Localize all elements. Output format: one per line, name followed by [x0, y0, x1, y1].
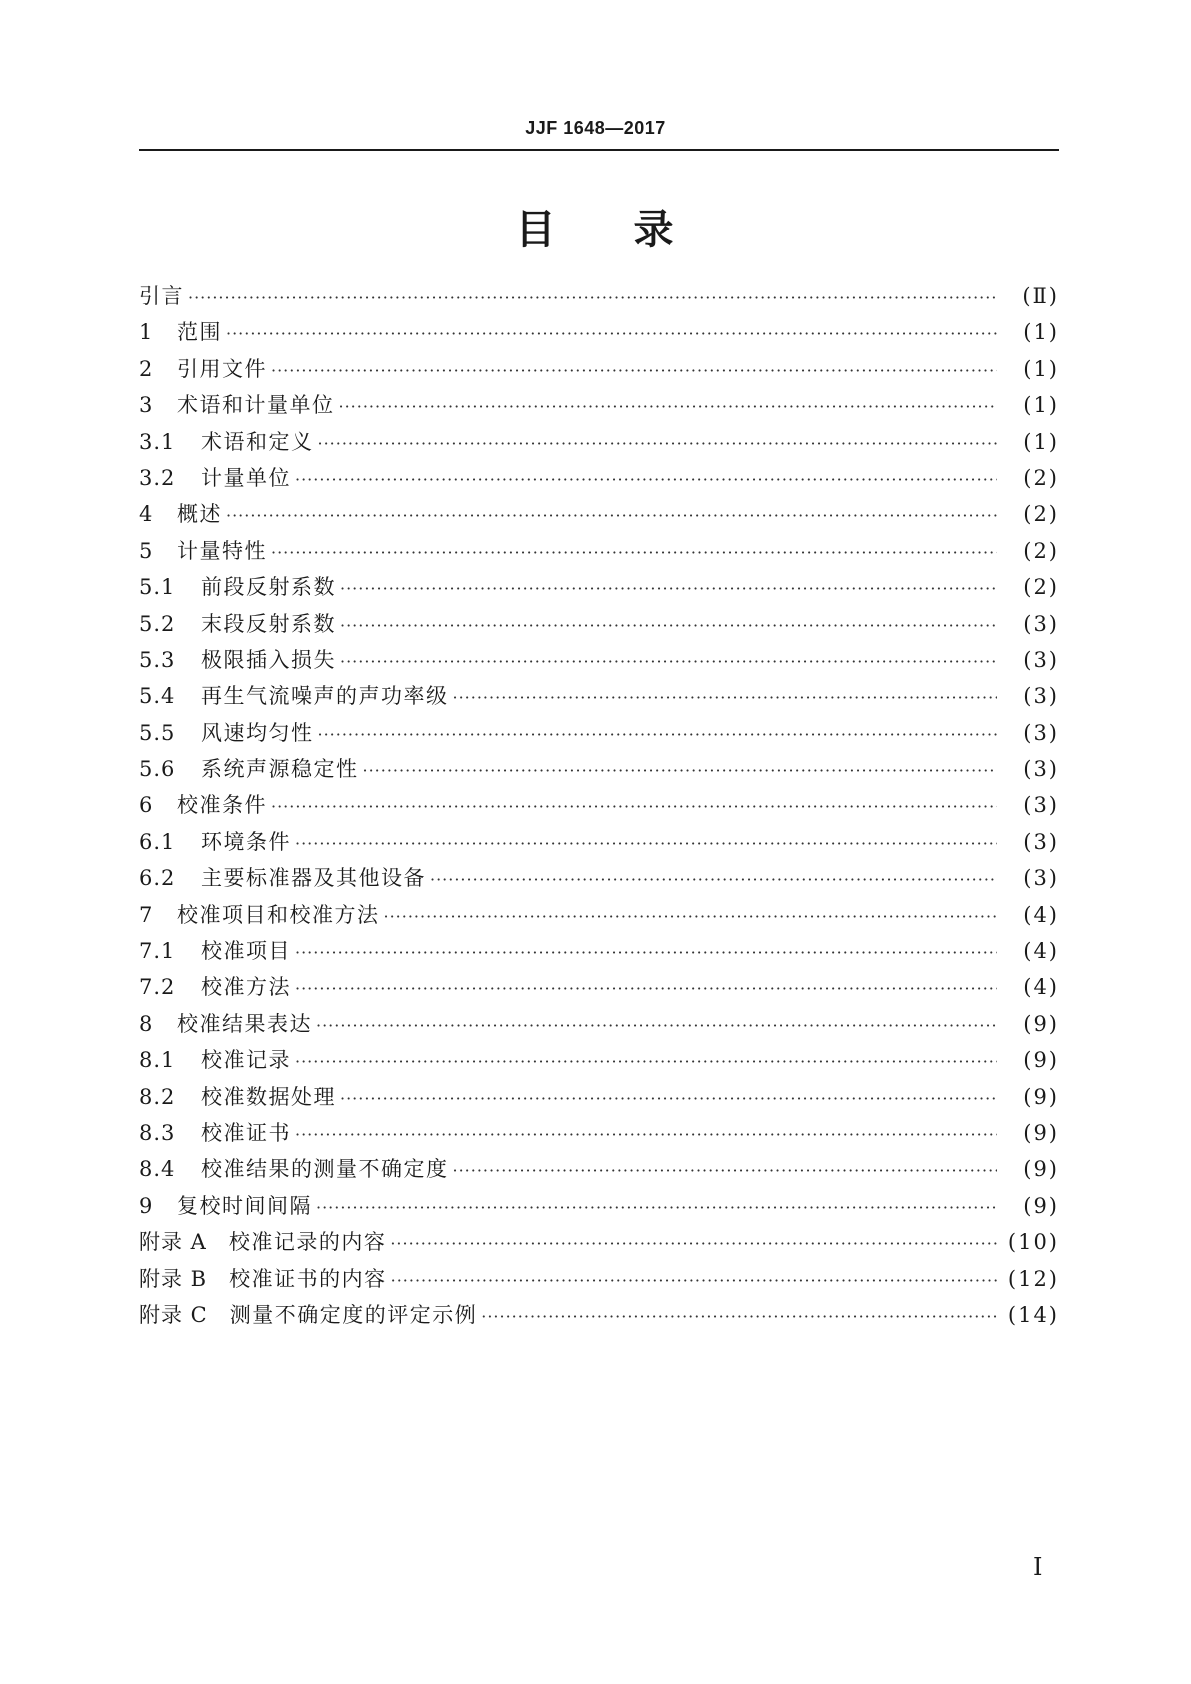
toc-entry-label: 校准结果的测量不确定度	[201, 1157, 449, 1182]
toc-entry[interactable]	[139, 1115, 1059, 1151]
toc-entry-label: 术语和计量单位	[177, 393, 335, 418]
toc-leader-dots	[453, 680, 998, 716]
toc-entry[interactable]	[139, 678, 1059, 714]
toc-entry-label: 引言	[139, 284, 184, 308]
toc-entry-page: (4)	[1023, 902, 1059, 927]
toc-entry-label: 前段反射系数	[201, 575, 336, 600]
toc-entry-page: (9)	[1023, 1048, 1059, 1073]
toc-entry-number: 3.1	[139, 429, 176, 454]
toc-entry-number: 7.1	[139, 939, 176, 964]
toc-entry[interactable]	[139, 606, 1059, 642]
toc-leader-dots	[295, 1117, 997, 1153]
toc-entry-number: 6	[139, 793, 154, 818]
toc-leader-dots	[391, 1263, 997, 1299]
toc-entry-label: 校准项目	[201, 939, 291, 964]
toc-entry-label: 极限插入损失	[201, 647, 336, 672]
toc-entry-label: 术语和定义	[201, 429, 314, 454]
toc-entry-number: 8.1	[139, 1048, 176, 1073]
toc-entry-number: 2	[139, 356, 154, 381]
toc-entry-page: (9)	[1023, 1120, 1059, 1145]
toc-entry-number: 5.3	[139, 647, 176, 672]
toc-entry-page: (2)	[1023, 538, 1059, 563]
toc-entry[interactable]	[139, 569, 1059, 605]
toc-entry-page: (1)	[1023, 320, 1059, 345]
toc-entry[interactable]	[139, 1224, 1059, 1260]
toc-leader-dots	[481, 1299, 997, 1335]
toc-entry[interactable]	[139, 933, 1059, 969]
toc-leader-dots	[340, 644, 997, 680]
toc-leader-dots	[363, 753, 998, 789]
toc-entry-number: 6.2	[139, 866, 176, 891]
toc-leader-dots	[226, 498, 997, 534]
toc-entry-label: 校准结果表达	[177, 1011, 312, 1036]
toc-entry[interactable]	[139, 1006, 1059, 1042]
toc-entry-page: (1)	[1023, 393, 1059, 418]
toc-entry-label: 计量单位	[201, 465, 291, 490]
toc-entry-page: (3)	[1023, 793, 1059, 818]
toc-leader-dots	[295, 935, 997, 971]
toc-entry-label: 校准方法	[201, 975, 291, 1000]
toc-entry-number: 6.1	[139, 829, 176, 854]
header-rule	[139, 149, 1059, 151]
toc-leader-dots	[295, 826, 997, 862]
toc-entry-label: 系统声源稳定性	[201, 757, 359, 782]
toc-entry-label: 校准条件	[177, 793, 267, 818]
toc-entry-number: 1	[139, 320, 154, 345]
toc-entry-number: 5.4	[139, 684, 176, 709]
toc-entry-page: (9)	[1023, 1193, 1059, 1218]
toc-leader-dots	[340, 1081, 997, 1117]
toc-leader-dots	[390, 1226, 997, 1262]
toc-entry-number: 4	[139, 502, 154, 527]
toc-entry[interactable]	[139, 642, 1059, 678]
toc-entry[interactable]	[139, 424, 1059, 460]
toc-leader-dots	[340, 608, 997, 644]
toc-entry-page: (3)	[1023, 757, 1059, 782]
toc-entry-page: (9)	[1023, 1157, 1059, 1182]
toc-entry-page: (3)	[1023, 866, 1059, 891]
toc-entry-number: 5	[139, 538, 154, 563]
toc-entry-number: 3.2	[139, 465, 176, 490]
toc-entry-label: 校准记录	[201, 1048, 291, 1073]
toc-entry-page: (4)	[1023, 975, 1059, 1000]
toc-leader-dots	[295, 462, 997, 498]
toc-entry-page: (3)	[1023, 611, 1059, 636]
toc-entry-number: 8.2	[139, 1084, 176, 1109]
toc-leader-dots	[453, 1153, 998, 1189]
table-of-contents	[139, 278, 1059, 1333]
toc-entry[interactable]	[139, 1188, 1059, 1224]
toc-leader-dots	[384, 899, 998, 935]
toc-entry-number: 3	[139, 393, 154, 418]
toc-entry-label: 校准项目和校准方法	[177, 902, 380, 927]
toc-entry[interactable]	[139, 860, 1059, 896]
toc-entry-number: 7.2	[139, 975, 176, 1000]
toc-entry-number: 5.1	[139, 575, 176, 600]
toc-entry-number: 5.6	[139, 757, 176, 782]
toc-entry[interactable]	[139, 1261, 1059, 1297]
toc-entry-page: (12)	[1007, 1266, 1059, 1291]
toc-entry-number: 5.2	[139, 611, 176, 636]
toc-entry-label: 校准记录的内容	[228, 1230, 387, 1255]
toc-leader-dots	[316, 1190, 997, 1226]
toc-entry-label: 测量不确定度的评定示例	[229, 1302, 478, 1327]
toc-entry[interactable]	[139, 751, 1059, 787]
toc-leader-dots	[295, 971, 997, 1007]
toc-entry-number: 5.5	[139, 720, 176, 745]
toc-entry[interactable]	[139, 715, 1059, 751]
toc-entry-number: 8.4	[139, 1157, 176, 1182]
toc-entry-label: 校准证书的内容	[229, 1266, 387, 1291]
toc-entry[interactable]	[139, 351, 1059, 387]
toc-entry-page: (1)	[1023, 356, 1059, 381]
toc-entry-number: 8.3	[139, 1120, 176, 1145]
toc-leader-dots	[188, 280, 997, 316]
toc-leader-dots	[430, 862, 997, 898]
toc-entry[interactable]	[139, 387, 1059, 423]
toc-entry[interactable]	[139, 314, 1059, 350]
toc-entry-number: 9	[139, 1193, 154, 1218]
page-number: I	[1033, 1553, 1043, 1581]
toc-entry[interactable]	[139, 787, 1059, 823]
toc-entry[interactable]	[139, 460, 1059, 496]
toc-leader-dots	[271, 353, 997, 389]
toc-entry-label: 风速均匀性	[201, 720, 314, 745]
toc-entry-page: (3)	[1023, 684, 1059, 709]
page-title: 目 录	[515, 207, 676, 253]
toc-entry-page: (9)	[1023, 1084, 1059, 1109]
toc-entry-label: 环境条件	[201, 829, 291, 854]
toc-entry-label: 引用文件	[177, 356, 267, 381]
toc-entry-label: 再生气流噪声的声功率级	[201, 684, 449, 709]
toc-entry-page: (Ⅱ)	[1022, 284, 1059, 308]
toc-entry-page: (2)	[1023, 575, 1059, 600]
toc-leader-dots	[316, 1008, 997, 1044]
toc-entry-label: 末段反射系数	[201, 611, 336, 636]
toc-entry[interactable]	[139, 824, 1059, 860]
toc-entry[interactable]	[139, 278, 1059, 314]
toc-leader-dots	[318, 717, 998, 753]
toc-entry-number: 附录 B	[139, 1266, 208, 1291]
toc-entry[interactable]	[139, 496, 1059, 532]
toc-entry-page: (9)	[1023, 1011, 1059, 1036]
toc-entry-label: 复校时间间隔	[177, 1193, 312, 1218]
toc-entry[interactable]	[139, 1079, 1059, 1115]
toc-entry-number: 附录 A	[139, 1230, 207, 1255]
toc-entry-number: 8	[139, 1011, 154, 1036]
toc-leader-dots	[295, 1044, 997, 1080]
toc-entry[interactable]	[139, 1151, 1059, 1187]
toc-entry-page: (3)	[1023, 647, 1059, 672]
toc-leader-dots	[271, 535, 997, 571]
toc-entry-label: 校准数据处理	[201, 1084, 336, 1109]
toc-entry[interactable]	[139, 533, 1059, 569]
toc-entry-page: (2)	[1023, 465, 1059, 490]
toc-entry-label: 主要标准器及其他设备	[201, 866, 426, 891]
toc-entry-page: (3)	[1023, 829, 1059, 854]
toc-entry-page: (14)	[1007, 1302, 1059, 1327]
toc-leader-dots	[318, 426, 998, 462]
toc-entry-page: (1)	[1023, 429, 1059, 454]
toc-entry[interactable]	[139, 897, 1059, 933]
toc-entry-number: 7	[139, 902, 154, 927]
toc-entry-page: (4)	[1023, 939, 1059, 964]
document-code-header: JJF 1648—2017	[525, 118, 666, 138]
toc-leader-dots	[340, 571, 997, 607]
toc-entry-label: 概述	[177, 502, 222, 527]
toc-entry[interactable]	[139, 1297, 1059, 1333]
toc-entry[interactable]	[139, 969, 1059, 1005]
toc-leader-dots	[226, 316, 997, 352]
toc-entry-number: 附录 C	[139, 1302, 208, 1327]
toc-entry-page: (10)	[1007, 1230, 1059, 1255]
toc-leader-dots	[339, 389, 998, 425]
toc-entry-label: 校准证书	[201, 1120, 291, 1145]
toc-entry-label: 范围	[177, 320, 222, 345]
toc-leader-dots	[271, 789, 997, 825]
toc-entry-page: (3)	[1023, 720, 1059, 745]
toc-entry[interactable]	[139, 1042, 1059, 1078]
toc-entry-label: 计量特性	[177, 538, 267, 563]
toc-entry-page: (2)	[1023, 502, 1059, 527]
